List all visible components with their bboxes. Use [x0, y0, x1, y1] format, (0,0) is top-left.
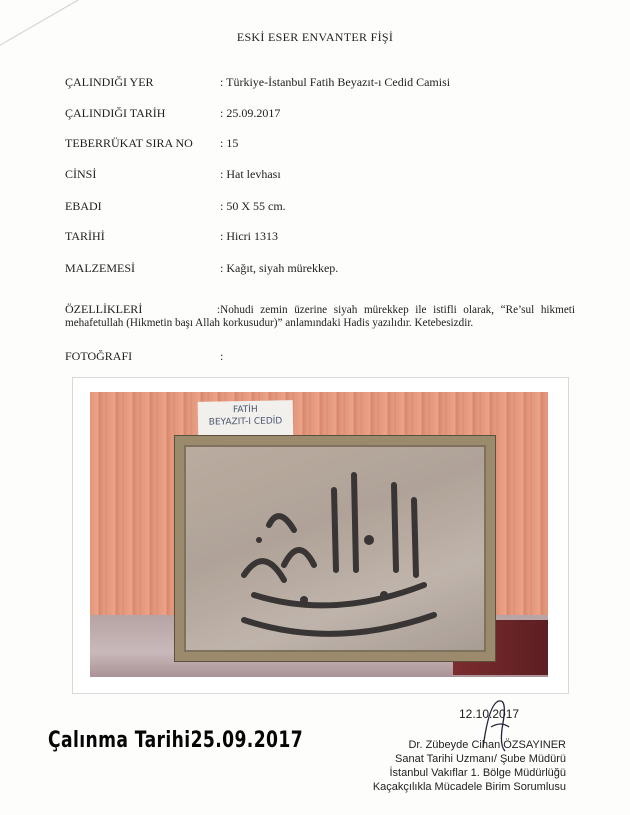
field-label: CİNSİ	[65, 167, 97, 181]
signatory-block	[330, 738, 566, 794]
photo-label-card	[198, 400, 294, 440]
field-label: ÇALINDIĞI YER	[65, 75, 154, 89]
field-label: TEBERRÜKAT SIRA NO	[65, 136, 193, 150]
field-value: : Kağıt, siyah mürekkep.	[220, 261, 339, 275]
features-label: ÖZELLİKLERİ	[65, 302, 143, 316]
theft-date-caption: Çalınma Tarihi25.09.2017	[48, 728, 304, 753]
field-label: MALZEMESİ	[65, 261, 135, 275]
field-value: : 25.09.2017	[220, 106, 281, 120]
document-title: ESKİ ESER ENVANTER FİŞİ	[236, 30, 394, 44]
features-text: :Nohudi zemin üzerine siyah mürekkep ile istifli olarak, “Re’sul hikmeti mehafetullah (Hikmetin başı Allah korkusudur)” anlamındaki Hadis yazılıdır. Ketebesizdir.	[65, 304, 575, 329]
features-block	[65, 303, 575, 330]
signature-date: 12.10.2017	[459, 707, 520, 721]
field-label: TARİHİ	[65, 229, 105, 243]
tag-line: FATİH	[232, 404, 258, 416]
signatory-name: Dr. Zübeyde Cihan ÖZSAYINER	[408, 739, 566, 751]
field-label: ÇALINDIĞI TARİH	[65, 106, 166, 120]
calligraphy-frame	[175, 436, 495, 661]
signatory-title: Sanat Tarihi Uzmanı/ Şube Müdürü	[395, 753, 566, 765]
signatory-unit: Kaçakçılıkla Mücadele Birim Sorumlusu	[372, 781, 566, 793]
field-label: EBADI	[65, 199, 102, 213]
field-value: : 50 X 55 cm.	[220, 199, 286, 213]
artifact-photo	[90, 392, 548, 677]
calligraphy-artwork	[184, 445, 486, 652]
tag-line: BEYAZIT-I CEDİD	[208, 416, 283, 428]
field-value: : 15	[220, 136, 239, 150]
field-value: :	[220, 349, 224, 363]
field-value: : Hat levhası	[220, 167, 281, 181]
signatory-office: İstanbul Vakıflar 1. Bölge Müdürlüğü	[389, 767, 566, 779]
field-label: FOTOĞRAFI	[65, 349, 133, 363]
field-value: : Türkiye-İstanbul Fatih Beyazıt-ı Cedid Camisi	[220, 75, 451, 89]
field-value: : Hicri 1313	[220, 229, 278, 243]
